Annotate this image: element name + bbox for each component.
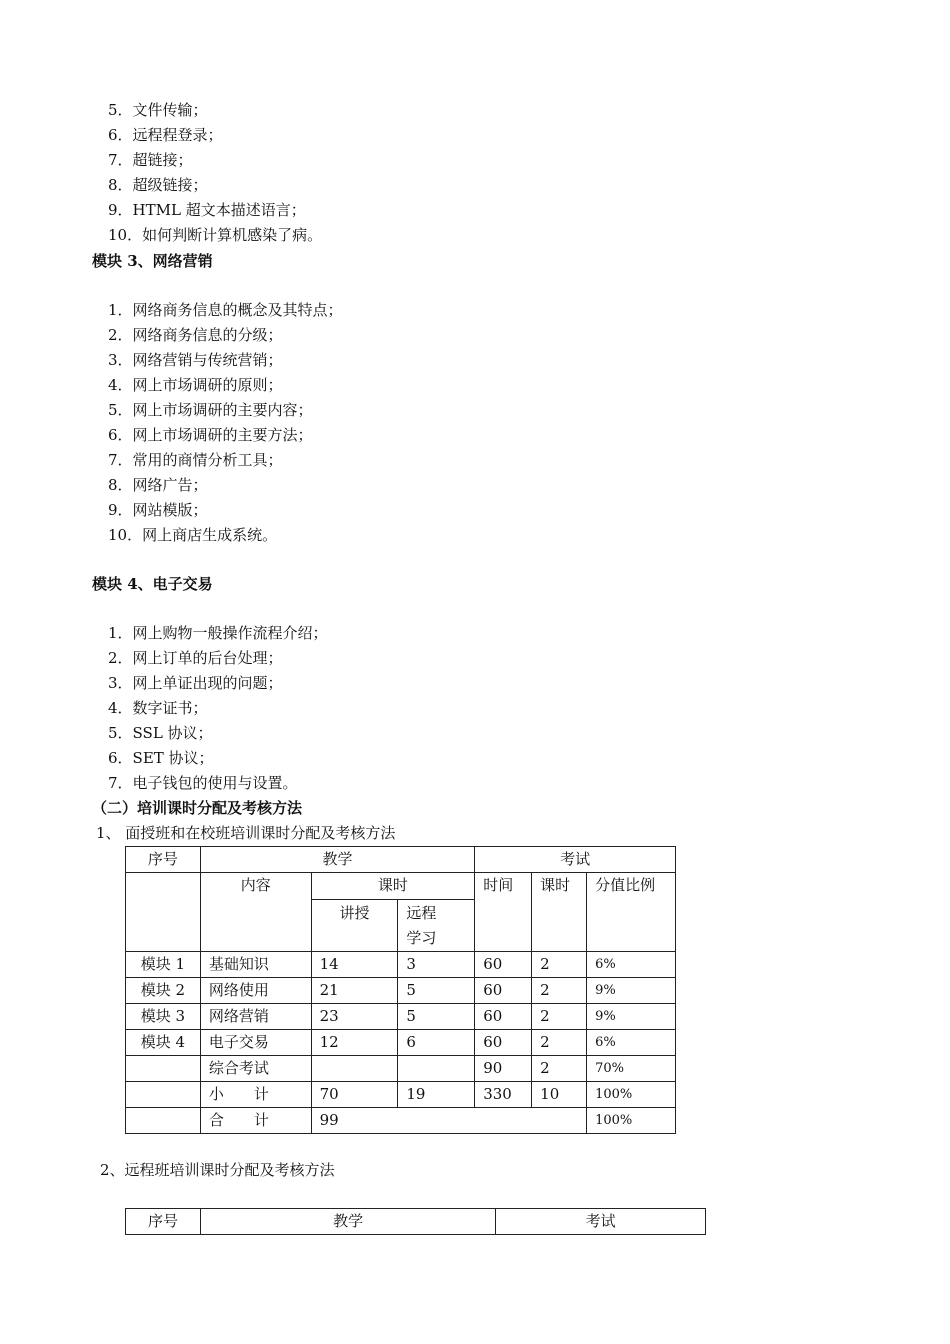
list-item: 6．网上市场调研的主要方法；: [108, 426, 313, 444]
table-row: [126, 1004, 676, 1030]
cell-time: 330: [475, 1082, 532, 1108]
cell-hours: 10: [532, 1082, 587, 1108]
header-cell: 序号: [126, 1209, 201, 1235]
header-cell: 时间: [475, 873, 532, 952]
list-item: 7．超链接；: [108, 151, 193, 169]
header-cell: 课时: [311, 873, 475, 900]
list-item: 10．如何判断计算机感染了病。: [108, 226, 323, 244]
list-item: 3．网络营销与传统营销；: [108, 351, 283, 369]
cell-lecture: 14: [311, 952, 398, 978]
list-item: 2．网上订单的后台处理；: [108, 649, 283, 667]
cell-content: 网络营销: [200, 1004, 311, 1030]
cell-remote: 6: [398, 1030, 475, 1056]
cell-ratio: 9%: [587, 978, 676, 1004]
list-item: 3．网上单证出现的问题；: [108, 674, 283, 692]
cell-hours: 2: [532, 952, 587, 978]
cell-ratio: 100%: [587, 1082, 676, 1108]
cell-hours: 2: [532, 1004, 587, 1030]
header-cell: 课时: [532, 873, 587, 952]
cell-content: 网络使用: [200, 978, 311, 1004]
header-cell: 讲授: [311, 900, 398, 952]
header-cell: 考试: [475, 847, 676, 873]
cell-remote: 5: [398, 978, 475, 1004]
cell-lecture: 21: [311, 978, 398, 1004]
module4-heading: 模块 4、电子交易: [92, 575, 213, 593]
cell-subtotal-label: 小 计: [200, 1082, 311, 1108]
subsection2-title: 2、远程班培训课时分配及考核方法: [100, 1161, 335, 1179]
header-cell: 序号: [126, 847, 201, 873]
subsection1-title: 1、 面授班和在校班培训课时分配及考核方法: [96, 824, 396, 842]
header-cell: 分值比例: [587, 873, 676, 952]
list-item: 2．网络商务信息的分级；: [108, 326, 283, 344]
module3-heading: 模块 3、网络营销: [92, 252, 213, 270]
cell-hours: 2: [532, 1056, 587, 1082]
hours-table-remote: [125, 1208, 706, 1235]
cell-no: [126, 1082, 201, 1108]
list-item: 5．网上市场调研的主要内容；: [108, 401, 313, 419]
cell-content: 基础知识: [200, 952, 311, 978]
cell-time: 90: [475, 1056, 532, 1082]
cell-ratio: 9%: [587, 1004, 676, 1030]
table-row: [126, 952, 676, 978]
table-row: [126, 1030, 676, 1056]
list-item: 8．超级链接；: [108, 176, 208, 194]
table-header-row: [126, 1209, 706, 1235]
list-item: 4．网上市场调研的原则；: [108, 376, 283, 394]
cell-lecture: 12: [311, 1030, 398, 1056]
header-cell: 教学: [200, 1209, 495, 1235]
table-row: [126, 1056, 676, 1082]
list-item: 9．HTML 超文本描述语言；: [108, 201, 306, 219]
table-header-row: [126, 847, 676, 873]
list-item: 10．网上商店生成系统。: [108, 526, 278, 544]
cell-ratio: 6%: [587, 1030, 676, 1056]
cell-time: 60: [475, 1030, 532, 1056]
list-item: 6．SET 协议；: [108, 749, 214, 767]
cell-no: 模块 4: [126, 1030, 201, 1056]
topic-list-module2-continued: [108, 98, 322, 248]
header-cell-line: 远程: [406, 904, 437, 922]
cell-remote: 19: [398, 1082, 475, 1108]
hours-table-onsite: [125, 846, 676, 1134]
cell-lecture: 70: [311, 1082, 398, 1108]
cell-time: 60: [475, 952, 532, 978]
list-item: 4．数字证书；: [108, 699, 208, 717]
cell-total-label: 合 计: [200, 1108, 311, 1134]
list-item: 1．网络商务信息的概念及其特点；: [108, 301, 343, 319]
list-item: 8．网络广告；: [108, 476, 208, 494]
cell-ratio: 6%: [587, 952, 676, 978]
table-subtotal-row: [126, 1082, 676, 1108]
cell-content: 综合考试: [200, 1056, 311, 1082]
header-cell: [126, 873, 201, 952]
header-cell-line: 学习: [406, 929, 437, 947]
cell-no: 模块 3: [126, 1004, 201, 1030]
header-cell: [398, 900, 475, 952]
header-cell: 考试: [496, 1209, 706, 1235]
cell-no: 模块 2: [126, 978, 201, 1004]
list-item: 6．远程程登录；: [108, 126, 223, 144]
cell-total-value: 99: [311, 1108, 586, 1134]
list-item: 9．网站模版；: [108, 501, 208, 519]
list-item: 5．SSL 协议；: [108, 724, 213, 742]
cell-hours: 2: [532, 1030, 587, 1056]
cell-no: [126, 1108, 201, 1134]
cell-time: 60: [475, 978, 532, 1004]
cell-time: 60: [475, 1004, 532, 1030]
topic-list-module4: [108, 621, 328, 796]
cell-remote: [398, 1056, 475, 1082]
list-item: 7．电子钱包的使用与设置。: [108, 774, 298, 792]
list-item: 7．常用的商情分析工具；: [108, 451, 283, 469]
cell-ratio: 70%: [587, 1056, 676, 1082]
cell-lecture: 23: [311, 1004, 398, 1030]
list-item: 5．文件传输；: [108, 101, 208, 119]
section2-heading: （二）培训课时分配及考核方法: [92, 799, 303, 817]
cell-content: 电子交易: [200, 1030, 311, 1056]
cell-hours: 2: [532, 978, 587, 1004]
header-cell: 教学: [200, 847, 474, 873]
topic-list-module3: [108, 298, 343, 548]
cell-ratio: 100%: [587, 1108, 676, 1134]
cell-no: 模块 1: [126, 952, 201, 978]
cell-lecture: [311, 1056, 398, 1082]
cell-remote: 3: [398, 952, 475, 978]
list-item: 1．网上购物一般操作流程介绍；: [108, 624, 328, 642]
cell-no: [126, 1056, 201, 1082]
header-cell: 内容: [200, 873, 311, 952]
table-row: [126, 978, 676, 1004]
table-header-row: [126, 873, 676, 900]
table-total-row: [126, 1108, 676, 1134]
cell-remote: 5: [398, 1004, 475, 1030]
